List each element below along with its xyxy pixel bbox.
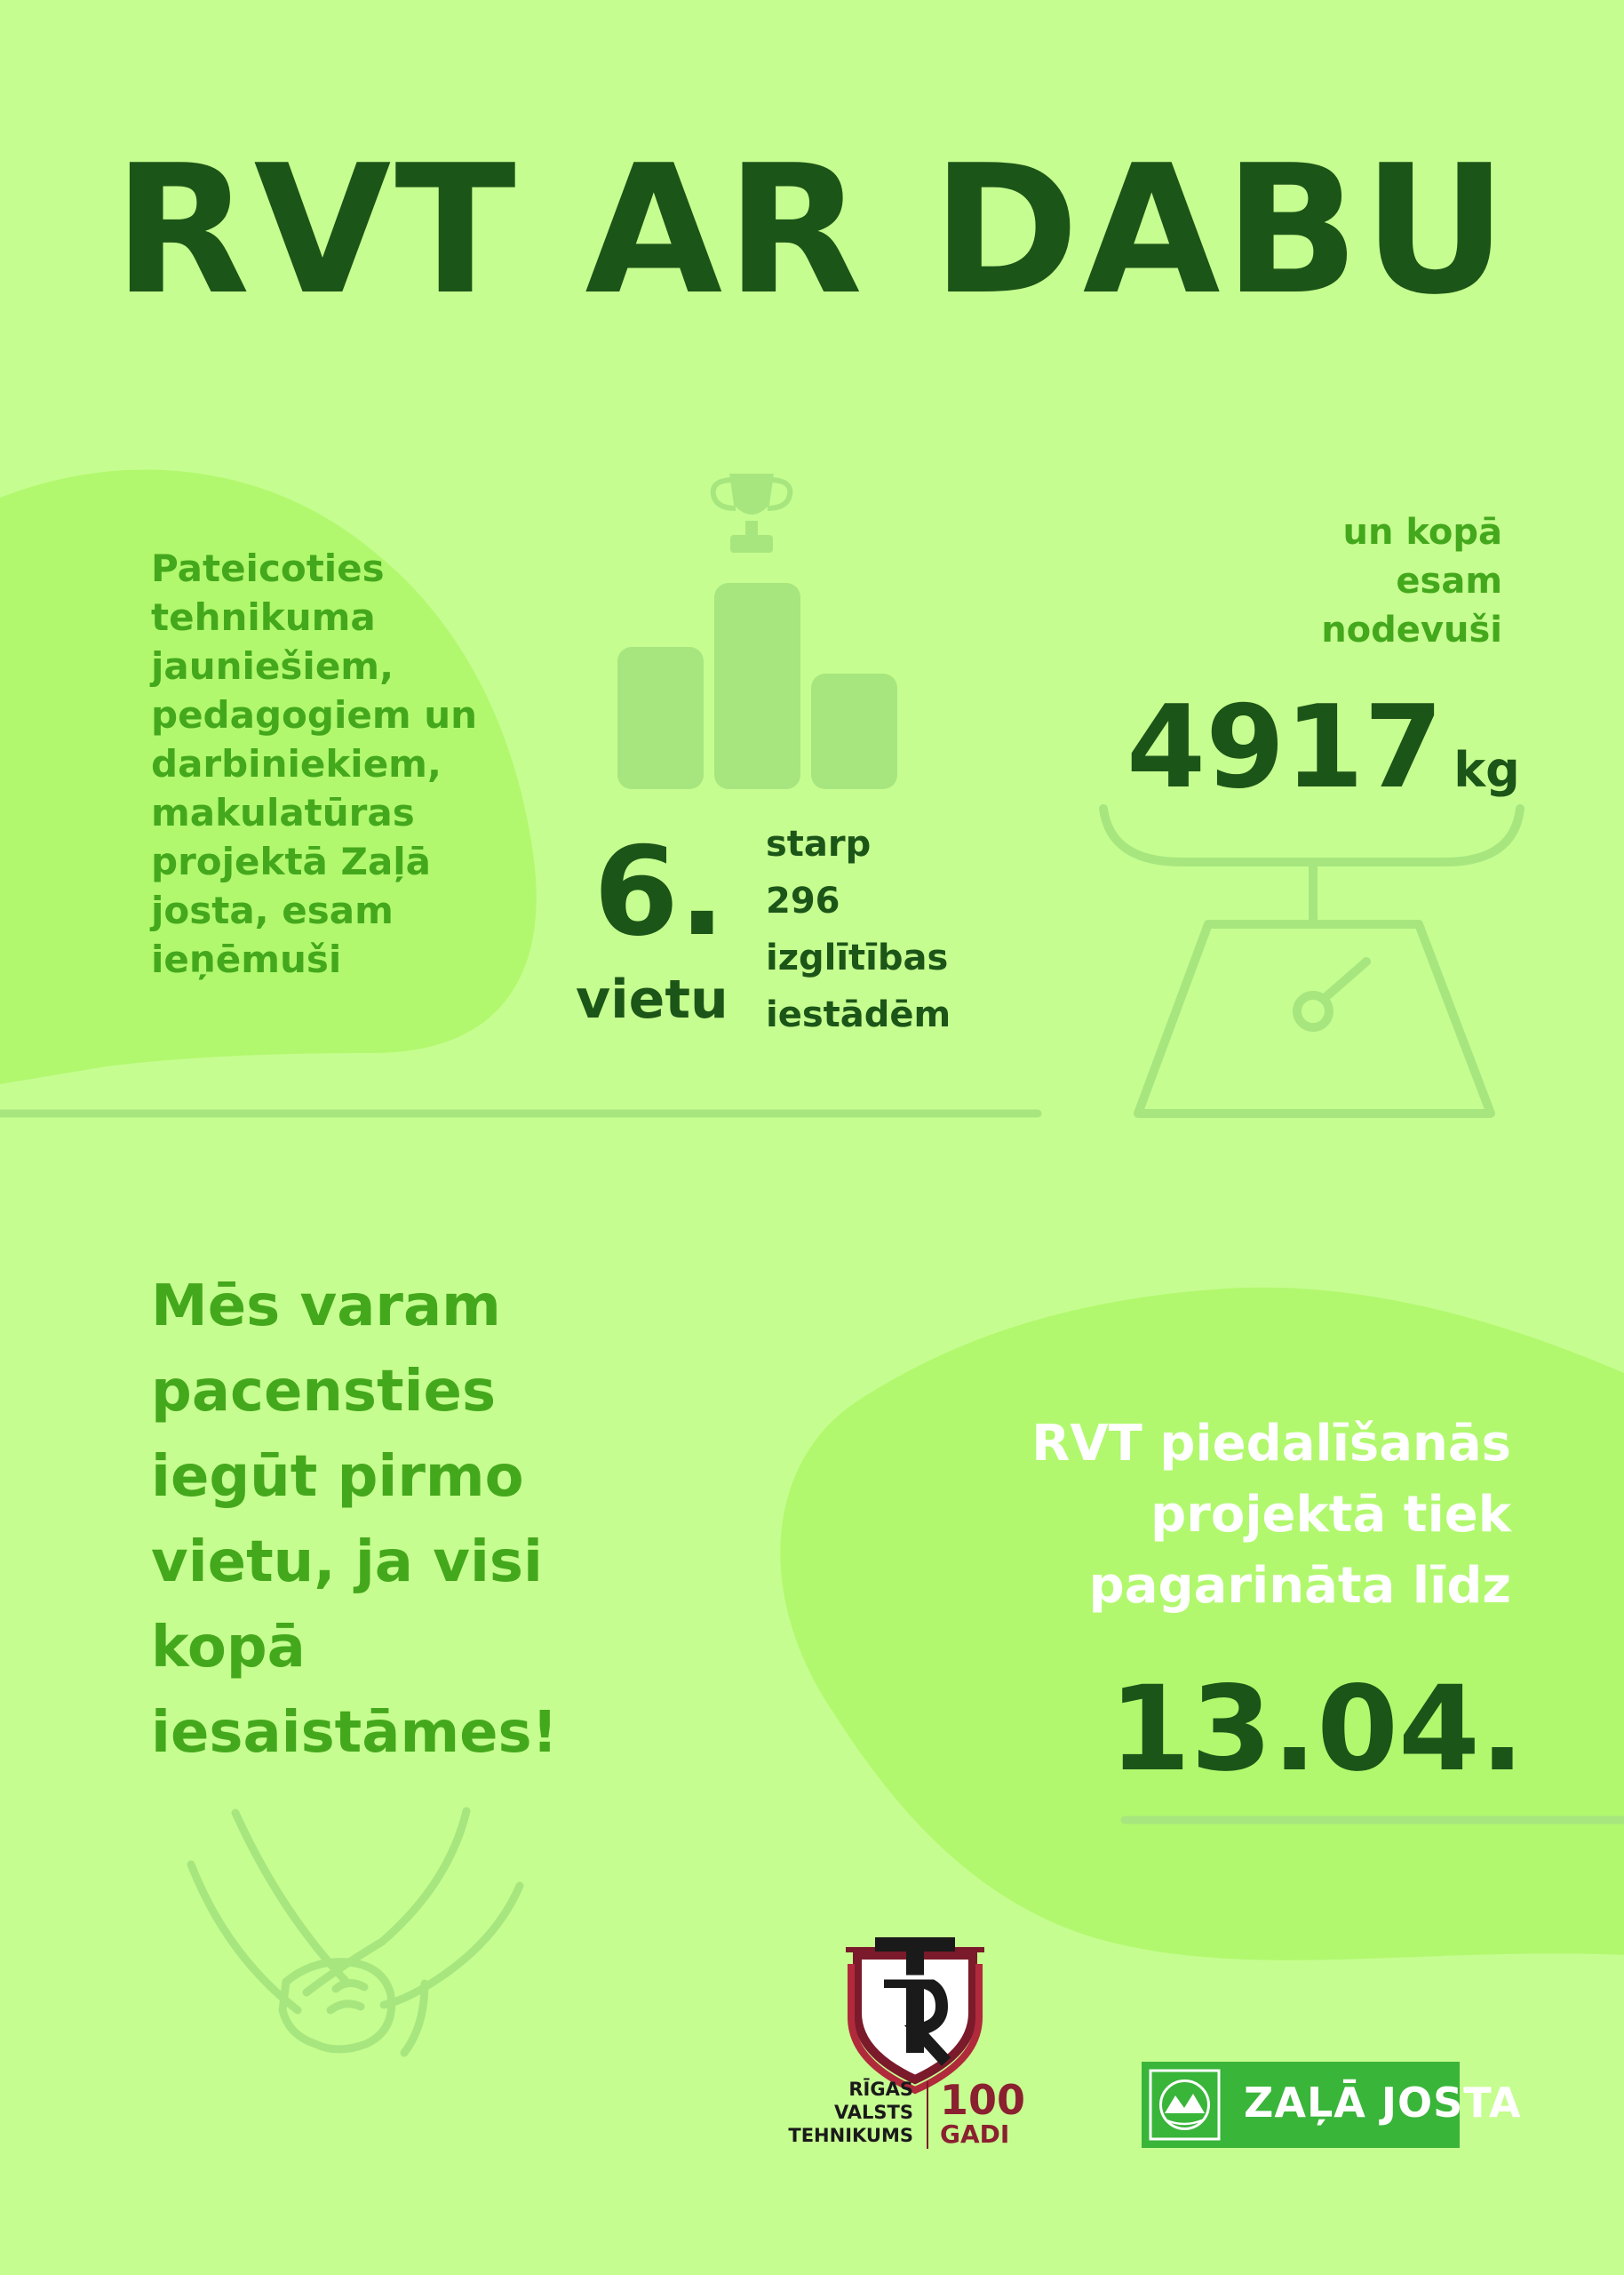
- holding-hands-icon: [191, 1811, 520, 2053]
- rank-context-line: starp: [766, 824, 872, 865]
- extension-text: RVT piedalīšanās projektā tiek pagarināta līdz: [1031, 1415, 1511, 1615]
- rvt-anniversary-number: 100: [940, 2076, 1026, 2124]
- total-lead-text: [1321, 508, 1502, 655]
- rank-number: 6.: [593, 820, 726, 963]
- page-title: RVT AR DABU: [113, 127, 1511, 334]
- rvt-name-line: RĪGAS: [848, 2079, 913, 2100]
- rvt-name: [762, 2078, 913, 2147]
- right-blob: [780, 1288, 1624, 1960]
- rank-context: [766, 816, 951, 1043]
- total-weight: [1126, 682, 1520, 814]
- total-weight-unit: kg: [1453, 742, 1520, 798]
- rvt-anniversary-word: GADI: [940, 2119, 1010, 2149]
- rank-context-line: 296: [766, 881, 840, 922]
- extension-date: 13.04.: [1109, 1661, 1524, 1798]
- zala-josta-mountain-icon: [1149, 2069, 1221, 2141]
- total-weight-value: 4917: [1126, 682, 1444, 814]
- total-lead-line: un kopā: [1342, 512, 1502, 553]
- rank-word: vietu: [576, 969, 728, 1031]
- rvt-name-line: TEHNIKUMS: [788, 2125, 913, 2146]
- trophy-podium-icon: [617, 474, 897, 789]
- rvt-anniversary: [940, 2076, 1026, 2149]
- call-to-action: Mēs varam pacensties iegūt pirmo vietu, ja visi kopā iesaistāmes!: [151, 1273, 558, 1766]
- rvt-logo-divider: [927, 2081, 928, 2149]
- rvt-name-line: VALSTS: [833, 2102, 913, 2123]
- rank-context-line: izglītības: [766, 938, 949, 978]
- total-lead-line: esam: [1396, 561, 1502, 602]
- zala-josta-name: ZAĻĀ JOSTA: [1244, 2079, 1522, 2127]
- total-lead-line: nodevuši: [1321, 610, 1502, 651]
- rank-context-line: iestādēm: [766, 994, 951, 1035]
- zala-josta-logo: [1142, 2062, 1522, 2148]
- intro-text: Pateicoties tehnikuma jauniešiem, pedagogiem un darbiniekiem, makulatūras projektā Zaļā josta, esam ieņēmuši: [151, 547, 478, 981]
- scale-icon: [1103, 809, 1520, 1114]
